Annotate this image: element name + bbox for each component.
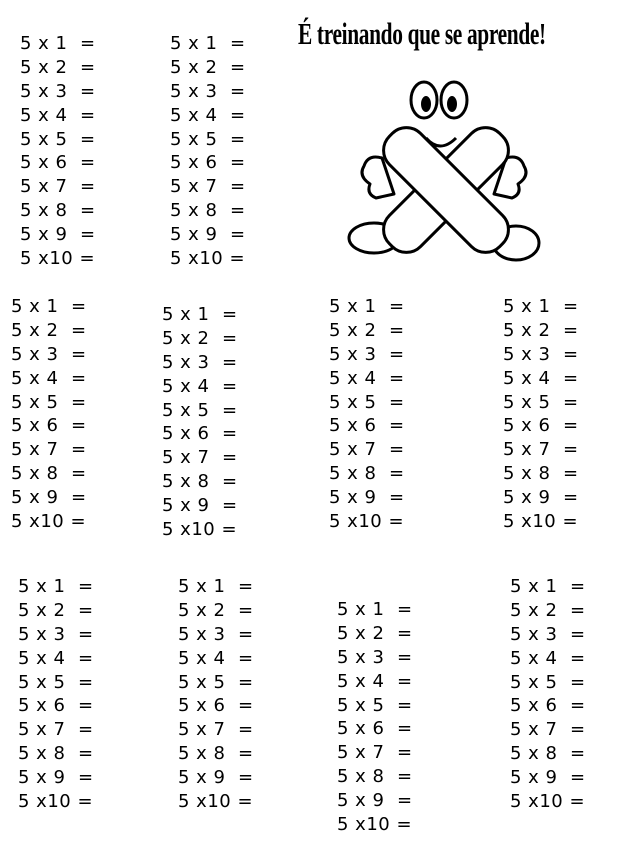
exercise-row: 5 x 3 =	[170, 80, 246, 102]
exercise-row: 5 x 2 =	[503, 319, 579, 341]
exercise-row: 5 x 8 =	[11, 463, 87, 485]
exercise-row: 5 x 3 =	[503, 343, 579, 365]
exercise-row: 5 x10 =	[503, 511, 579, 533]
exercise-row: 5 x 6 =	[162, 423, 238, 445]
exercise-block	[329, 295, 405, 534]
exercise-row: 5 x 6 =	[510, 695, 586, 717]
multiplication-sign-mascot-icon	[346, 78, 542, 266]
exercise-row: 5 x 2 =	[162, 327, 238, 349]
exercise-row: 5 x 4 =	[503, 367, 579, 389]
exercise-row: 5 x 3 =	[337, 646, 413, 668]
exercise-row: 5 x 2 =	[20, 56, 96, 78]
exercise-row: 5 x 7 =	[329, 439, 405, 461]
exercise-row: 5 x 6 =	[20, 152, 96, 174]
exercise-row: 5 x 4 =	[510, 647, 586, 669]
exercise-row: 5 x 8 =	[178, 743, 254, 765]
exercise-row: 5 x 6 =	[18, 695, 94, 717]
exercise-block	[170, 32, 246, 271]
exercise-row: 5 x 3 =	[162, 351, 238, 373]
exercise-row: 5 x 8 =	[170, 200, 246, 222]
exercise-row: 5 x 8 =	[18, 743, 94, 765]
exercise-row: 5 x 7 =	[510, 719, 586, 741]
exercise-row: 5 x 2 =	[18, 599, 94, 621]
exercise-row: 5 x 8 =	[20, 200, 96, 222]
exercise-row: 5 x 3 =	[510, 623, 586, 645]
exercise-block	[20, 32, 96, 271]
exercise-row: 5 x 5 =	[503, 391, 579, 413]
exercise-row: 5 x 7 =	[170, 176, 246, 198]
exercise-row: 5 x10 =	[178, 791, 254, 813]
exercise-row: 5 x 5 =	[510, 671, 586, 693]
exercise-row: 5 x 6 =	[329, 415, 405, 437]
exercise-row: 5 x10 =	[18, 791, 94, 813]
exercise-row: 5 x 1 =	[329, 296, 405, 317]
exercise-row: 5 x 5 =	[18, 671, 94, 693]
exercise-row: 5 x 3 =	[178, 623, 254, 645]
exercise-row: 5 x 9 =	[20, 224, 96, 246]
exercise-row: 5 x 4 =	[20, 104, 96, 126]
exercise-row: 5 x 4 =	[170, 104, 246, 126]
exercise-row: 5 x 8 =	[337, 766, 413, 788]
exercise-row: 5 x 9 =	[18, 767, 94, 789]
exercise-row: 5 x 9 =	[170, 224, 246, 246]
exercise-row: 5 x10 =	[329, 511, 405, 533]
exercise-row: 5 x 5 =	[162, 399, 238, 421]
exercise-block	[18, 575, 94, 814]
exercise-row: 5 x 4 =	[329, 367, 405, 389]
exercise-row: 5 x 7 =	[503, 439, 579, 461]
exercise-row: 5 x 7 =	[20, 176, 96, 198]
exercise-row: 5 x 9 =	[503, 487, 579, 509]
exercise-row: 5 x 2 =	[170, 56, 246, 78]
exercise-row: 5 x 3 =	[329, 343, 405, 365]
exercise-row: 5 x10 =	[11, 511, 87, 533]
exercise-row: 5 x 3 =	[18, 623, 94, 645]
exercise-row: 5 x 2 =	[510, 599, 586, 621]
exercise-row: 5 x10 =	[337, 814, 413, 836]
exercise-row: 5 x 5 =	[337, 694, 413, 716]
exercise-block	[503, 295, 579, 534]
exercise-row: 5 x 5 =	[170, 128, 246, 150]
exercise-row: 5 x 1 =	[20, 33, 96, 54]
exercise-row: 5 x 5 =	[329, 391, 405, 413]
exercise-row: 5 x 9 =	[162, 495, 238, 517]
exercise-row: 5 x 8 =	[162, 471, 238, 493]
exercise-row: 5 x 1 =	[178, 576, 254, 597]
exercise-row: 5 x 7 =	[11, 439, 87, 461]
exercise-row: 5 x 1 =	[162, 304, 238, 325]
exercise-row: 5 x 8 =	[329, 463, 405, 485]
exercise-row: 5 x 2 =	[337, 622, 413, 644]
exercise-row: 5 x 8 =	[503, 463, 579, 485]
exercise-row: 5 x 1 =	[170, 33, 246, 54]
exercise-row: 5 x 4 =	[337, 670, 413, 692]
exercise-row: 5 x 9 =	[178, 767, 254, 789]
exercise-row: 5 x 4 =	[11, 367, 87, 389]
exercise-row: 5 x10 =	[20, 248, 96, 270]
exercise-row: 5 x 1 =	[337, 599, 413, 620]
exercise-row: 5 x 4 =	[18, 647, 94, 669]
exercise-row: 5 x 1 =	[18, 576, 94, 597]
exercise-row: 5 x 9 =	[510, 767, 586, 789]
exercise-row: 5 x 1 =	[11, 296, 87, 317]
exercise-block	[178, 575, 254, 814]
exercise-row: 5 x 2 =	[329, 319, 405, 341]
exercise-row: 5 x 6 =	[178, 695, 254, 717]
exercise-row: 5 x10 =	[162, 519, 238, 541]
exercise-block	[510, 575, 586, 814]
page-title: É treinando que se aprende!	[298, 16, 546, 51]
exercise-row: 5 x 8 =	[510, 743, 586, 765]
exercise-row: 5 x 5 =	[11, 391, 87, 413]
exercise-row: 5 x 2 =	[178, 599, 254, 621]
exercise-row: 5 x 9 =	[329, 487, 405, 509]
exercise-row: 5 x 7 =	[18, 719, 94, 741]
exercise-row: 5 x 6 =	[337, 718, 413, 740]
exercise-row: 5 x 3 =	[11, 343, 87, 365]
exercise-row: 5 x 5 =	[20, 128, 96, 150]
exercise-row: 5 x 3 =	[20, 80, 96, 102]
exercise-row: 5 x 7 =	[337, 742, 413, 764]
exercise-row: 5 x 9 =	[337, 790, 413, 812]
exercise-row: 5 x10 =	[170, 248, 246, 270]
exercise-row: 5 x 4 =	[178, 647, 254, 669]
exercise-row: 5 x 1 =	[510, 576, 586, 597]
exercise-row: 5 x 1 =	[503, 296, 579, 317]
exercise-block	[337, 598, 413, 837]
exercise-row: 5 x 4 =	[162, 375, 238, 397]
exercise-row: 5 x 7 =	[178, 719, 254, 741]
exercise-row: 5 x 6 =	[503, 415, 579, 437]
exercise-row: 5 x 6 =	[170, 152, 246, 174]
exercise-row: 5 x10 =	[510, 791, 586, 813]
exercise-row: 5 x 5 =	[178, 671, 254, 693]
exercise-row: 5 x 9 =	[11, 487, 87, 509]
exercise-block	[162, 303, 238, 542]
exercise-row: 5 x 7 =	[162, 447, 238, 469]
exercise-row: 5 x 2 =	[11, 319, 87, 341]
exercise-block	[11, 295, 87, 534]
exercise-row: 5 x 6 =	[11, 415, 87, 437]
